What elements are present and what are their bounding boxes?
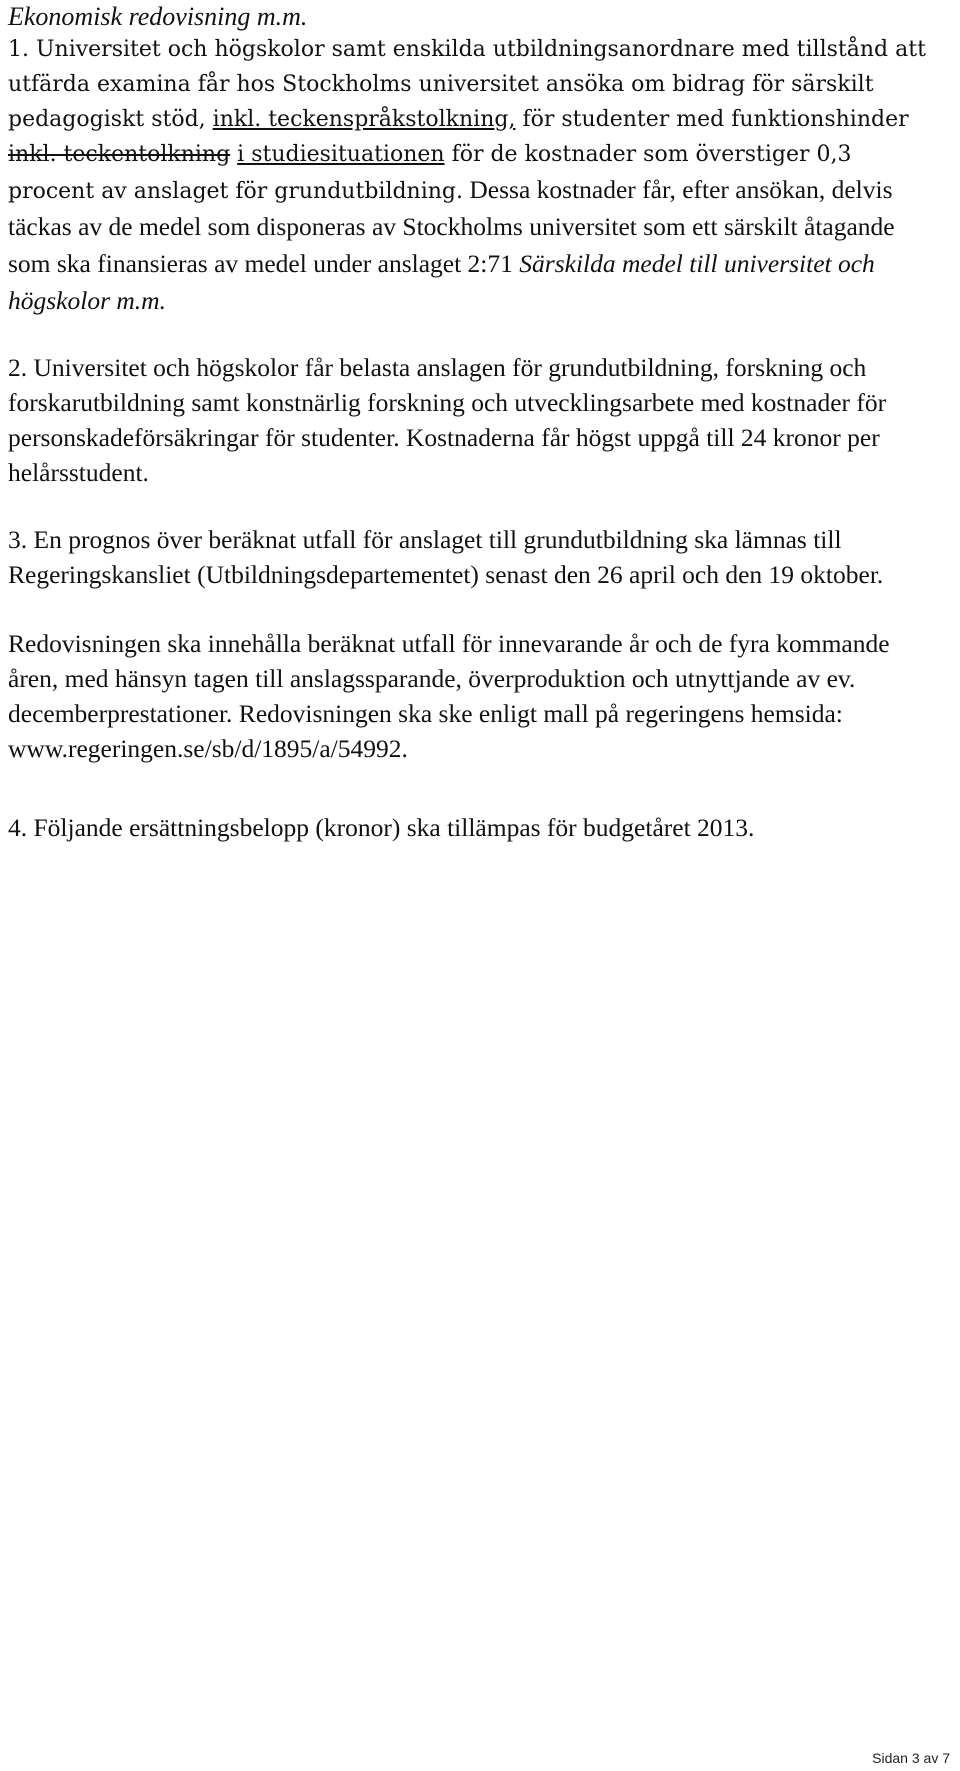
appropriation-name: Särskilda medel till universitet och högskolor m.m. — [8, 249, 875, 315]
document-page — [8, 0, 938, 845]
paragraph-redovisning: Redovisningen ska innehålla beräknat utfall för innevarande år och de fyra kommande åren, med hänsyn tagen till anslagssparande, överproduktion och utnyttjande av ev. decemberprestationer. Redovisningen ska ske enligt mall på regeringens hemsida: www.regeringen.se/sb/d/1895/a/54992. — [8, 629, 890, 763]
section-heading: Ekonomisk redovisning m.m. — [8, 2, 308, 31]
item-1-text-4: Dessa kostnader får, efter ansökan, delvis täckas av de medel som disponeras av Stockholms universitet som ett särskilt åtagande som ska finansieras av medel under anslaget 2:71 — [8, 175, 895, 278]
paragraph-item-1 — [8, 32, 938, 320]
paragraph-item-3: 3. En prognos över beräknat utfall för anslaget till grundutbildning ska lämnas till Regeringskansliet (Utbildningsdepartementet) senast den 26 april och den 19 oktober. — [8, 525, 884, 589]
paragraph-item-2: 2. Universitet och högskolor får belasta anslagen för grundutbildning, forskning och forskarutbildning samt konstnärlig forskning och utvecklingsarbete med kostnader för personskadeförsäkringar för studenter. Kostnaderna får högst uppgå till 24 kronor per helårsstudent. — [8, 353, 887, 487]
item-1-text: 1. Universitet och högskolor samt enskilda utbildningsanordnare med tillstånd att utfärda examina får hos Stockholms universitet ansöka om bidrag för särskilt pedagogiskt stöd, — [8, 37, 926, 132]
inserted-text-study-situation: i studiesituationen — [237, 142, 445, 167]
page-number: Sidan 3 av 7 — [872, 1750, 950, 1766]
inserted-text-interpreting: inkl. teckenspråkstolkning, — [212, 107, 516, 132]
item-1-text-2: för studenter med funktionshinder — [515, 107, 909, 132]
item-1-text-3: för de kostnader som överstiger 0,3 procent av anslaget för grundutbildning. — [8, 142, 852, 204]
deleted-text-interpreting: inkl. teckentolkning — [8, 142, 231, 167]
paragraph-item-4: 4. Följande ersättningsbelopp (kronor) ska tillämpas för budgetåret 2013. — [8, 813, 755, 842]
